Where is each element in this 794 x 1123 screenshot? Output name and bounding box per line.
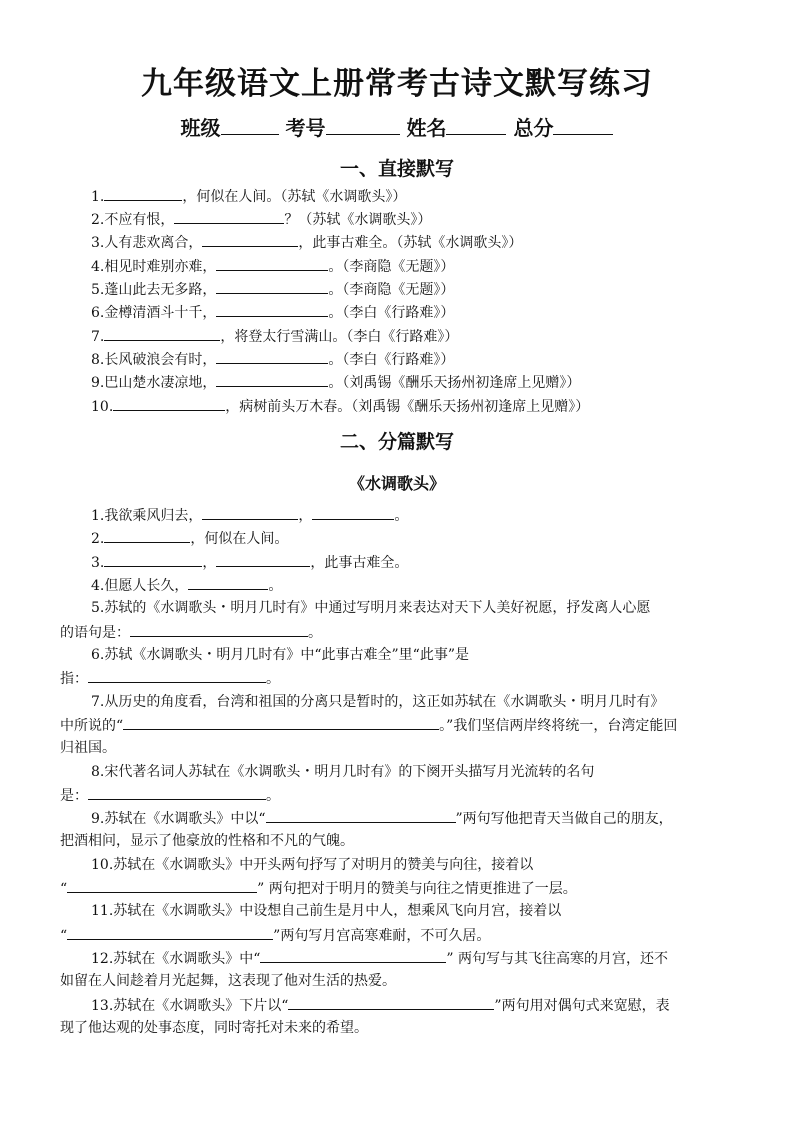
answer-blank[interactable] <box>104 552 202 567</box>
answer-blank[interactable] <box>216 552 310 567</box>
s2-q11-post: ”两句写月宫高寒难耐，不可久居。 <box>273 928 491 944</box>
s2-q6-line2 <box>60 668 280 689</box>
s2-q9-line1 <box>91 808 673 829</box>
s2-q9-line2: 把酒相问，显示了他豪放的性格和不凡的气魄。 <box>60 833 354 849</box>
s1-item-6-pre: 6.金樽清酒斗十千， <box>91 305 217 321</box>
s1-item-2-post: ？（苏轼《水调歌头》） <box>284 212 432 228</box>
s2-q4-pre: 4.但愿人长久， <box>91 578 189 594</box>
exam-no-blank[interactable] <box>326 116 400 135</box>
exam-no-label: 考号 <box>285 116 326 140</box>
answer-blank[interactable] <box>104 326 220 341</box>
s2-q5-post: 。 <box>308 625 322 641</box>
s2-q1 <box>91 505 408 526</box>
s1-item-7-post: ，将登太行雪满山。（李白《行路难》） <box>220 329 459 345</box>
student-info-row <box>0 112 794 141</box>
s2-q8-pre: 是： <box>60 788 88 804</box>
s2-q12-line1 <box>91 948 668 969</box>
s1-item-10-pre: 10. <box>91 399 114 415</box>
s2-q5-pre: 的语句是： <box>60 625 130 641</box>
answer-blank[interactable] <box>216 302 328 317</box>
s2-q10-pre: “ <box>60 881 68 897</box>
s1-item-6-post: 。（李白《行路难》） <box>328 305 455 321</box>
score-blank[interactable] <box>553 116 613 135</box>
s1-item-4-pre: 4.相见时难别亦难， <box>91 259 217 275</box>
s2-q2 <box>91 528 288 549</box>
s2-q3-pre: 3. <box>91 555 105 571</box>
name-label: 姓名 <box>406 116 447 140</box>
s2-q7-pre: 中所说的“ <box>60 718 124 734</box>
answer-blank[interactable] <box>88 668 266 683</box>
s1-item-5 <box>91 279 454 300</box>
s1-item-4-post: 。（李商隐《无题》） <box>328 259 455 275</box>
name-blank[interactable] <box>446 116 506 135</box>
s2-q5-line2 <box>60 622 322 643</box>
answer-blank[interactable] <box>312 505 394 520</box>
s1-item-7 <box>91 326 458 347</box>
s2-q3 <box>91 552 408 573</box>
s1-item-6 <box>91 302 454 323</box>
s2-q13-line2: 现了他达观的处事态度，同时寄托对未来的希望。 <box>60 1020 368 1036</box>
s2-q9-post: ”两句写他把青天当做自己的朋友， <box>455 811 673 827</box>
s2-q4 <box>91 575 282 596</box>
answer-blank[interactable] <box>260 948 446 963</box>
s2-q7-line1: 7.从历史的角度看，台湾和祖国的分离只是暂时的，这正如苏轼在《水调歌头・明月几时有》 <box>91 694 665 710</box>
s1-item-1 <box>91 186 406 207</box>
s2-q13-pre: 13.苏轼在《水调歌头》下片以“ <box>91 998 289 1014</box>
s2-q1-pre: 1.我欲乘风归去， <box>91 508 203 524</box>
answer-blank[interactable] <box>216 372 328 387</box>
s1-item-8 <box>91 349 454 370</box>
s1-item-1-pre: 1. <box>91 189 105 205</box>
s1-item-7-pre: 7. <box>91 329 105 345</box>
s1-item-10-post: ，病树前头万木春。（刘禹锡《酬乐天扬州初逢席上见赠》） <box>225 399 590 415</box>
s2-q12-line2: 如留在人间趁着月光起舞，这表现了他对生活的热爱。 <box>60 973 396 989</box>
s2-q13-line1 <box>91 995 670 1016</box>
s2-q11-line1: 11.苏轼在《水调歌头》中设想自己前生是月中人，想乘风飞向月宫，接着以 <box>91 903 562 919</box>
s2-q7-post: 。”我们坚信两岸终将统一，台湾定能回 <box>439 718 678 734</box>
s2-q10-line2 <box>60 878 577 899</box>
s2-q1-post: 。 <box>394 508 409 524</box>
s1-item-3-pre: 3.人有悲欢离合， <box>91 235 203 251</box>
s1-item-9 <box>91 372 580 393</box>
section-heading-by-poem: 二、分篇默写 <box>339 431 454 453</box>
s1-item-2 <box>91 209 431 230</box>
s1-item-10 <box>91 396 589 417</box>
answer-blank[interactable] <box>174 209 284 224</box>
answer-blank[interactable] <box>130 622 308 637</box>
s2-q5-line1: 5.苏轼的《水调歌头・明月几时有》中通过写明月来表达对天下人美好祝愿，抒发离人心愿 <box>91 600 651 616</box>
s2-q8-post: 。 <box>266 788 280 804</box>
s2-q1-mid: ， <box>298 508 313 524</box>
s1-item-5-post: 。（李商隐《无题》） <box>328 282 455 298</box>
answer-blank[interactable] <box>202 232 298 247</box>
s1-item-8-pre: 8.长风破浪会有时， <box>91 352 217 368</box>
answer-blank[interactable] <box>202 505 298 520</box>
s2-q13-post: ”两句用对偶句式来宽慰，表 <box>494 998 670 1014</box>
answer-blank[interactable] <box>88 785 266 800</box>
s1-item-4 <box>91 256 454 277</box>
answer-blank[interactable] <box>266 808 456 823</box>
s2-q3-post: ，此事古难全。 <box>310 555 409 571</box>
s2-q7-line3: 归祖国。 <box>60 740 116 756</box>
answer-blank[interactable] <box>104 186 182 201</box>
class-label: 班级 <box>180 116 221 140</box>
s2-q11-pre: “ <box>60 928 68 944</box>
s2-q6-pre: 指： <box>60 671 88 687</box>
s2-q4-post: 。 <box>268 578 283 594</box>
s2-q10-line1: 10.苏轼在《水调歌头》中开头两句抒写了对明月的赞美与向往，接着以 <box>91 857 534 873</box>
s2-q10-post: ” 两句把对于明月的赞美与向往之情更推进了一层。 <box>257 881 577 897</box>
class-blank[interactable] <box>221 116 279 135</box>
s1-item-3 <box>91 232 522 253</box>
answer-blank[interactable] <box>216 256 328 271</box>
poem-title: 《水调歌头》 <box>348 474 445 493</box>
s1-item-2-pre: 2.不应有恨， <box>91 212 175 228</box>
s2-q7-line2 <box>60 715 677 736</box>
answer-blank[interactable] <box>216 279 328 294</box>
s1-item-8-post: 。（李白《行路难》） <box>328 352 455 368</box>
s1-item-9-pre: 9.巴山楚水凄凉地， <box>91 375 217 391</box>
s2-q8-line2 <box>60 785 280 806</box>
answer-blank[interactable] <box>288 995 494 1010</box>
answer-blank[interactable] <box>104 528 190 543</box>
answer-blank[interactable] <box>67 925 273 940</box>
score-label: 总分 <box>513 116 554 140</box>
s2-q12-post: ” 两句写与其飞往高寒的月宫，还不 <box>446 951 669 967</box>
s2-q11-line2 <box>60 925 490 946</box>
section-heading-direct: 一、直接默写 <box>339 158 454 180</box>
s1-item-5-pre: 5.蓬山此去无多路， <box>91 282 217 298</box>
s1-item-1-post: ，何似在人间。（苏轼《水调歌头》） <box>182 189 407 205</box>
answer-blank[interactable] <box>113 396 225 411</box>
s2-q6-post: 。 <box>266 671 280 687</box>
answer-blank[interactable] <box>67 878 257 893</box>
s1-item-3-post: ，此事古难全。（苏轼《水调歌头》） <box>298 235 523 251</box>
s1-item-9-post: 。（刘禹锡《酬乐天扬州初逢席上见赠》） <box>328 375 581 391</box>
page-title: 九年级语文上册常考古诗文默写练习 <box>141 66 653 102</box>
answer-blank[interactable] <box>216 349 328 364</box>
s2-q9-pre: 9.苏轼在《水调歌头》中以“ <box>91 811 266 827</box>
answer-blank[interactable] <box>188 575 268 590</box>
s2-q8-line1: 8.宋代著名词人苏轼在《水调歌头・明月几时有》的下阕开头描写月光流转的名句 <box>91 764 595 780</box>
s2-q2-pre: 2. <box>91 531 105 547</box>
s2-q6-line1: 6.苏轼《水调歌头・明月几时有》中“此事古难全”里“此事”是 <box>91 647 469 663</box>
answer-blank[interactable] <box>123 715 439 730</box>
s2-q2-post: ，何似在人间。 <box>190 531 289 547</box>
s2-q12-pre: 12.苏轼在《水调歌头》中“ <box>91 951 261 967</box>
s2-q3-mid: ， <box>202 555 217 571</box>
